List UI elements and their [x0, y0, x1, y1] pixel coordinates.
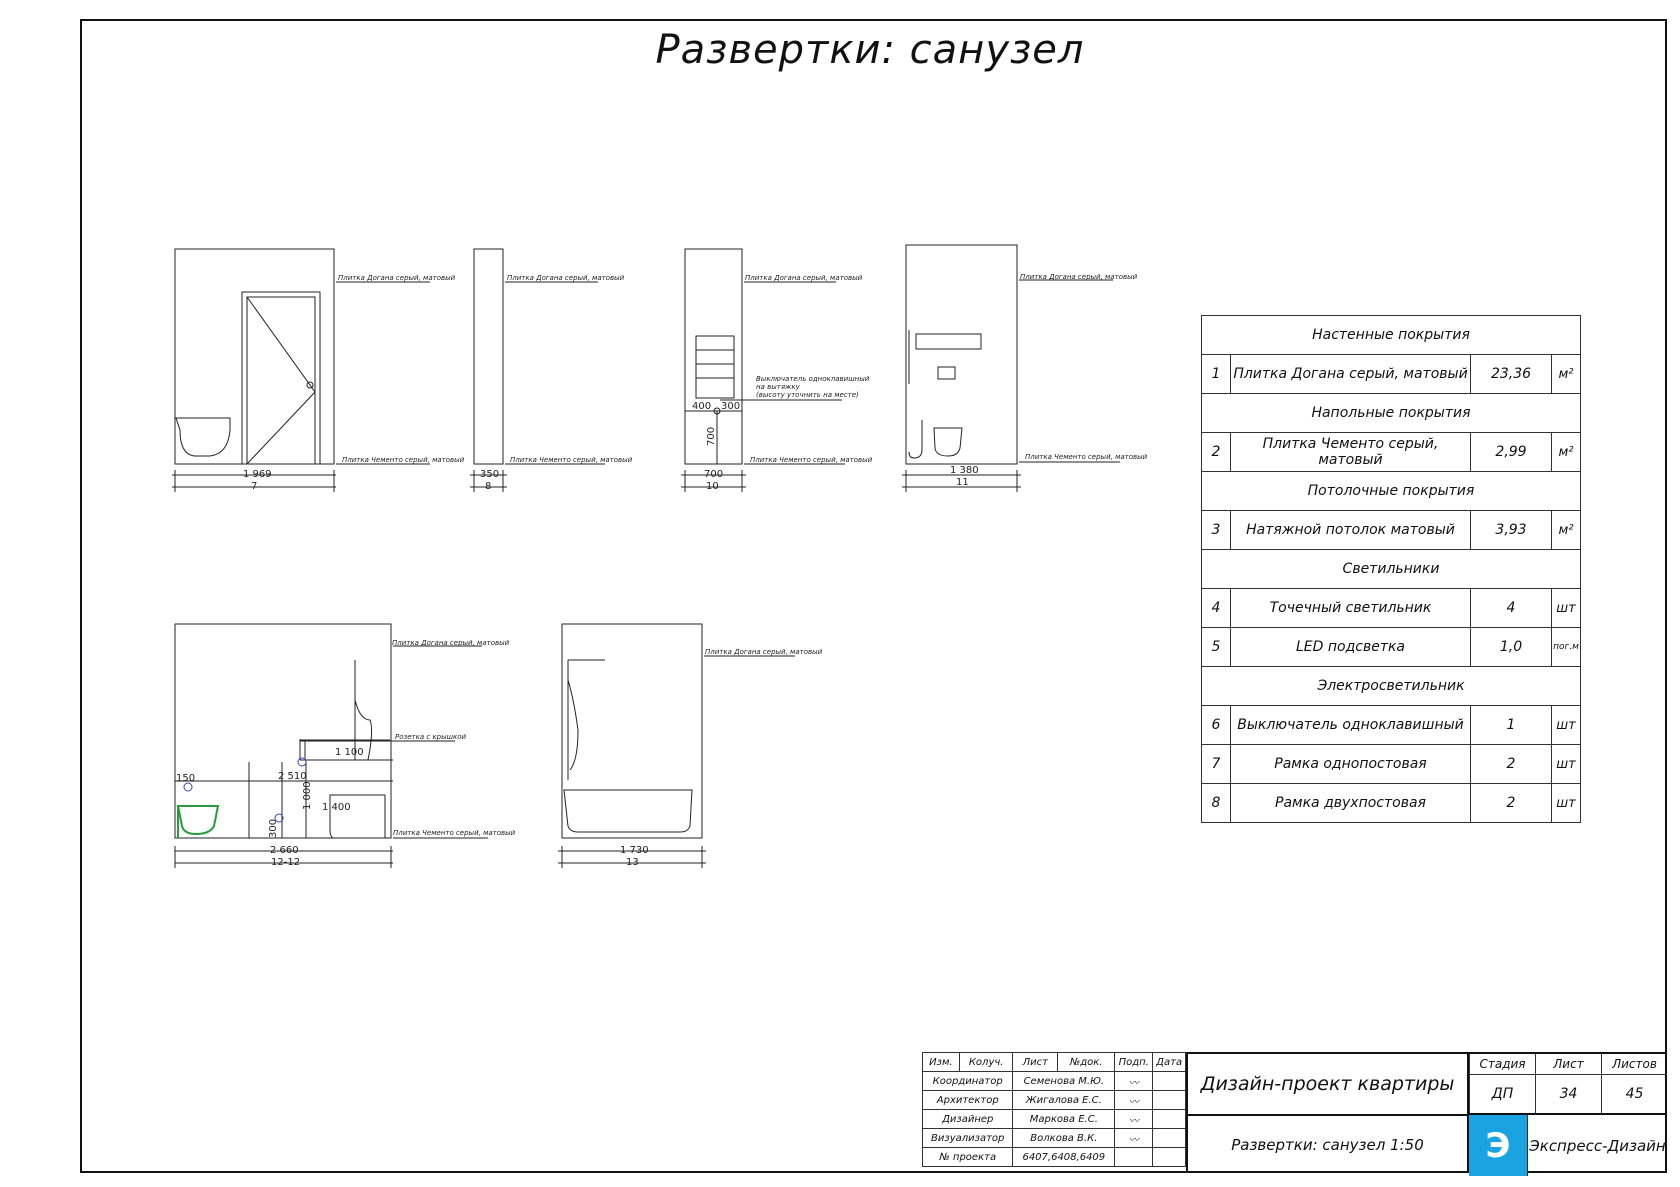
section-header: Настенные покрытия: [1202, 316, 1581, 355]
table-row: Визуализатор Волкова В.К. 〰: [923, 1129, 1186, 1148]
socket-marker: [184, 783, 192, 791]
table-row: 2 Плитка Чементо серый, матовый 2,99 м²: [1202, 433, 1581, 472]
elevation-number: 7: [251, 481, 258, 492]
section-header: Потолочные покрытия: [1202, 472, 1581, 511]
floor-finish-label: Плитка Чементо серый, матовый: [393, 829, 516, 837]
dimension-label: 1 400: [322, 802, 351, 813]
dimension-label: 150: [176, 773, 196, 784]
title-block-info: Стадия Лист Листов ДП 34 45 Э Экспресс-Дизайн: [1469, 1052, 1667, 1173]
table-row: 3 Натяжной потолок матовый 3,93 м²: [1202, 511, 1581, 550]
section-header: Электросветильник: [1202, 667, 1581, 706]
table-row: № проекта 6407,6408,6409: [923, 1148, 1186, 1167]
dimension-label: 1 100: [335, 747, 364, 758]
table-row: 4 Точечный светильник 4 шт: [1202, 589, 1581, 628]
wall-finish-label: Плитка Догана серый, матовый: [1020, 273, 1138, 281]
dimension-label: 400: [692, 401, 712, 412]
wall-finish-label: Плитка Догана серый, матовый: [392, 639, 510, 647]
signature: 〰: [1115, 1072, 1153, 1091]
table-row: Дизайнер Маркова Е.С. 〰: [923, 1110, 1186, 1129]
specification-table: [1201, 315, 1581, 823]
signature-table: Изм. Колуч. Лист №док. Подп. Дата Координатор Семенова М.Ю. 〰 Архитектор Жигалова Е.С. 〰 Дизайнер Маркова Е.С. 〰 Визуализатор Волкова В.К. 〰 № проекта 6407,6408,6409: [922, 1052, 1186, 1167]
floor-finish-label: Плитка Чементо серый, матовый: [342, 456, 465, 464]
dimension-label: 1 000: [302, 781, 313, 810]
project-title: Дизайн-проект квартиры: [1188, 1054, 1467, 1116]
elevation-number: 13: [626, 857, 639, 868]
dimension-label: 1 380: [950, 465, 979, 476]
table-row: 7 Рамка однопостовая 2 шт: [1202, 745, 1581, 784]
table-row: 5 LED подсветка 1,0 пог.м: [1202, 628, 1581, 667]
dimension-label: 300: [268, 818, 279, 838]
elevation-number: 8: [485, 481, 492, 492]
wall-finish-label: Плитка Догана серый, матовый: [745, 274, 863, 282]
elevation-number: 10: [706, 481, 719, 492]
switch-note: Выключатель одноклавишный: [756, 375, 870, 383]
signature: 〰: [1115, 1129, 1153, 1148]
dimension-label: 350: [480, 469, 500, 480]
stage-value: ДП: [1469, 1075, 1535, 1113]
company-logo-icon: Э: [1469, 1115, 1527, 1176]
floor-finish-label: Плитка Чементо серый, матовый: [750, 456, 873, 464]
signature: 〰: [1115, 1110, 1153, 1129]
table-row: 6 Выключатель одноклавишный 1 шт: [1202, 706, 1581, 745]
wall-finish-label: Плитка Догана серый, матовый: [705, 648, 823, 656]
section-header: Напольные покрытия: [1202, 394, 1581, 433]
elevation-number: 11: [956, 477, 969, 488]
dimension-label: 1 969: [243, 469, 272, 480]
table-row: 8 Рамка двухпостовая 2 шт: [1202, 784, 1581, 823]
title-block-names: [1186, 1052, 1469, 1173]
dimension-label: 700: [706, 426, 717, 446]
dimension-label: 1 730: [620, 845, 649, 856]
signature: 〰: [1115, 1091, 1153, 1110]
toilet-plan-icon: [178, 806, 218, 838]
dimension-label: 2 510: [278, 771, 307, 782]
sheets-value: 45: [1601, 1075, 1667, 1113]
wall-finish-label: Плитка Догана серый, матовый: [338, 274, 456, 282]
sheet-title: Развертки: санузел 1:50: [1231, 1136, 1424, 1154]
company-name: Экспресс-Дизайн: [1527, 1115, 1667, 1176]
socket-label: Розетка с крышкой: [395, 733, 467, 741]
page-title: Развертки: санузел: [655, 27, 1085, 73]
table-row: Архитектор Жигалова Е.С. 〰: [923, 1091, 1186, 1110]
dimension-label: 2 660: [270, 845, 299, 856]
table-row: Координатор Семенова М.Ю. 〰: [923, 1072, 1186, 1091]
title-block: [922, 1052, 1667, 1173]
dimension-label: 700: [704, 469, 724, 480]
elevation-13: [558, 624, 795, 868]
dimension-label: 300: [721, 401, 741, 412]
switch-note: (высоту уточнить на месте): [756, 391, 859, 399]
switch-note: на вытяжку: [756, 383, 800, 391]
sheet-value: 34: [1535, 1075, 1601, 1113]
table-row: 1 Плитка Догана серый, матовый 23,36 м²: [1202, 355, 1581, 394]
floor-finish-label: Плитка Чементо серый, матовый: [1025, 453, 1148, 461]
socket-marker: [298, 758, 306, 766]
floor-finish-label: Плитка Чементо серый, матовый: [510, 456, 633, 464]
section-header: Светильники: [1202, 550, 1581, 589]
wall-finish-label: Плитка Догана серый, матовый: [507, 274, 625, 282]
elevation-number: 12-12: [271, 857, 301, 868]
